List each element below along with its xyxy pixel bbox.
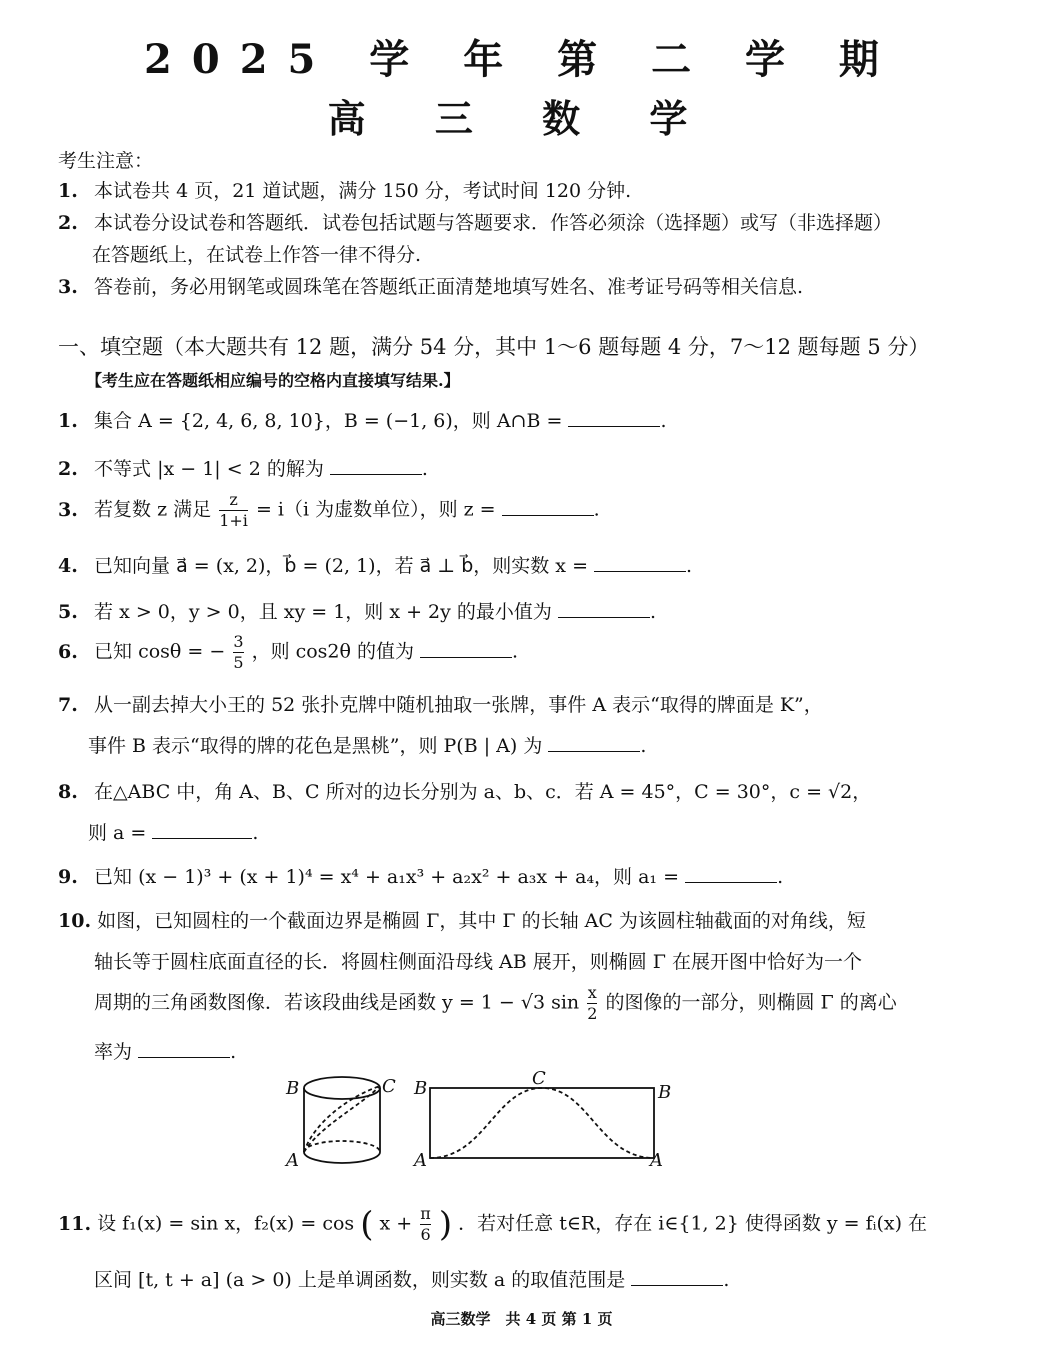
question-text: 的图像的一部分，则椭圆 Γ 的离心 [605, 991, 897, 1014]
fraction [587, 983, 597, 1024]
question-text: 如图，已知圆柱的一个截面边界是椭圆 Γ，其中 Γ 的长轴 AC 为该圆柱轴截面的对角线，短 [97, 910, 866, 932]
fraction-denominator: 2 [587, 1004, 598, 1023]
question-text: 则 a = [88, 822, 147, 844]
question-text: 不等式 |x − 1| < 2 的解为 [94, 458, 324, 480]
question-number: 10. [58, 910, 92, 932]
question-text: 事件 B 表示“取得的牌的花色是黑桃”，则 P(B | A) 为 [88, 735, 543, 757]
question-8-continued: 则 a = . [88, 822, 259, 844]
notice-number: 2. [58, 212, 78, 234]
rect-label-a-right: A [650, 1150, 663, 1171]
notice-item [58, 176, 631, 203]
fraction-denominator: 5 [233, 653, 244, 672]
question-8 [58, 777, 871, 804]
question-text: ．若对任意 t∈R，存在 i∈{1, 2} 使得函数 y = fᵢ(x) 在 [458, 1212, 928, 1235]
cylinder-label-c: C [382, 1076, 396, 1097]
question-10-continued [94, 983, 897, 1024]
question-text: 已知 (x − 1)³ + (x + 1)⁴ = x⁴ + a₁x³ + a₂x² + a₃x + a₄，则 a₁ = [94, 866, 680, 888]
answer-blank[interactable] [138, 1039, 230, 1058]
cylinder-figure [280, 1066, 700, 1178]
question-text: 已知 cosθ = − [94, 640, 226, 663]
question-number: 3. [58, 498, 78, 521]
notice-item [92, 240, 421, 267]
section-title: 一、填空题（本大题共有 12 题，满分 54 分，其中 1～6 题每题 4 分，7～12 题每题 5 分） [58, 335, 930, 359]
question-text: x + [379, 1212, 413, 1235]
cylinder-bottom-front [304, 1152, 380, 1163]
question-1: 1. 集合 A = {2, 4, 6, 8, 10}，B = (−1, 6)，则 A∩B = . [58, 410, 667, 432]
notice-number: 3. [58, 276, 78, 298]
question-number: 5. [58, 601, 78, 623]
fraction-numerator: π [420, 1204, 431, 1223]
question-number: 1. [58, 410, 78, 432]
page-footer: 高三数学 共 4 页 第 1 页 [430, 1310, 613, 1328]
question-text: ，则 cos2θ 的值为 [251, 640, 414, 663]
section-instruction: 【考生应在答题纸相应编号的空格内直接填写结果.】 [86, 371, 460, 390]
cylinder-label-a: A [286, 1150, 299, 1171]
question-6: 6. 已知 cosθ = − $\frac{3}{5}$ ，则 cos2θ 的值为 . [58, 632, 519, 672]
notice-item [58, 208, 892, 235]
cylinder-label-b: B [286, 1078, 300, 1099]
question-text: 集合 A = {2, 4, 6, 8, 10}，B = (−1, 6)，则 A∩B = [94, 410, 563, 432]
answer-blank[interactable] [568, 408, 660, 427]
question-number: 11. [58, 1212, 92, 1235]
rect-label-b-right: B [658, 1082, 672, 1103]
question-11-continued: 区间 [t, t + a] (a > 0) 上是单调函数，则实数 a 的取值范围是 . [94, 1269, 730, 1291]
question-number: 4. [58, 555, 78, 577]
fraction [420, 1204, 431, 1245]
question-10 [58, 906, 866, 933]
notice-heading: 考生注意： [58, 150, 154, 172]
answer-blank[interactable] [631, 1267, 723, 1286]
question-text: = i（i 为虚数单位），则 z = [255, 498, 496, 521]
notice-text: 在答题纸上，在试卷上作答一律不得分. [92, 244, 422, 266]
question-9: 9. 已知 (x − 1)³ + (x + 1)⁴ = x⁴ + a₁x³ + a₂x² + a₃x + a₄，则 a₁ = . [58, 866, 784, 888]
unrolled-diagram [430, 1088, 654, 1158]
answer-blank[interactable] [330, 456, 422, 475]
answer-blank[interactable] [548, 733, 640, 752]
fraction-denominator: 1+i [219, 511, 248, 530]
notice-text: 本试卷分设试卷和答题纸．试卷包括试题与答题要求．作答必须涂（选择题）或写（非选择题） [94, 212, 893, 234]
cylinder-bottom-back [304, 1141, 380, 1152]
question-number: 8. [58, 781, 78, 803]
question-2: 2. 不等式 |x − 1| < 2 的解为 . [58, 458, 428, 480]
question-4: 4. 已知向量 a⃗ = (x, 2)，b⃗ = (2, 1)，若 a⃗ ⊥ b⃗，则实数 x = . [58, 555, 693, 577]
answer-blank[interactable] [594, 553, 686, 572]
question-7-continued: 事件 B 表示“取得的牌的花色是黑桃”，则 P(B | A) 为 . [88, 735, 647, 757]
answer-blank[interactable] [152, 820, 252, 839]
rect-label-c: C [532, 1068, 546, 1089]
cylinder-diagram [304, 1077, 380, 1163]
question-number: 9. [58, 866, 78, 888]
notice-item [58, 272, 803, 299]
question-text: 率为 [94, 1041, 133, 1063]
fraction [219, 490, 248, 531]
fraction-numerator: x [587, 983, 597, 1002]
question-text: 设 f₁(x) = sin x，f₂(x) = cos [97, 1212, 355, 1235]
rect-label-a-left: A [414, 1150, 427, 1171]
question-text: 若复数 z 满足 [94, 498, 212, 521]
exam-subject: 高 三 数 学 [327, 96, 716, 141]
question-10-continued [94, 947, 862, 974]
sine-curve [430, 1088, 654, 1158]
right-paren: ) [438, 1204, 453, 1245]
question-number: 2. [58, 458, 78, 480]
exam-title: 2025 学 年 第 二 学 期 [144, 36, 899, 83]
rect-label-b-left: B [414, 1078, 428, 1099]
answer-blank[interactable] [685, 864, 777, 883]
question-text: 在△ABC 中，角 A、B、C 所对的边长分别为 a、b、c．若 A = 45°，C = 30°，c = √2， [94, 781, 872, 803]
question-text: 从一副去掉大小王的 52 张扑克牌中随机抽取一张牌，事件 A 表示“取得的牌面是 K”， [94, 694, 823, 716]
question-number: 6. [58, 640, 78, 663]
question-10-continued: 率为 . [94, 1041, 237, 1063]
answer-blank[interactable] [502, 497, 594, 516]
question-text: 若 x > 0，y > 0，且 xy = 1，则 x + 2y 的最小值为 [94, 601, 552, 623]
question-text: 已知向量 a⃗ = (x, 2)，b⃗ = (2, 1)，若 a⃗ ⊥ b⃗，则实数 x = [94, 555, 588, 577]
question-7 [58, 690, 823, 717]
fraction [233, 632, 243, 673]
notice-text: 本试卷共 4 页，21 道试题，满分 150 分，考试时间 120 分钟. [94, 180, 632, 202]
answer-blank[interactable] [420, 639, 512, 658]
answer-blank[interactable] [558, 599, 650, 618]
notice-number: 1. [58, 180, 78, 202]
fraction-denominator: 6 [420, 1225, 431, 1244]
question-5: 5. 若 x > 0，y > 0，且 xy = 1，则 x + 2y 的最小值为 . [58, 601, 656, 623]
fraction-numerator: 3 [233, 632, 244, 651]
question-11 [58, 1204, 927, 1245]
fraction-numerator: z [229, 490, 238, 509]
question-text: 轴长等于圆柱底面直径的长．将圆柱侧面沿母线 AB 展开，则椭圆 Γ 在展开图中恰好为一个 [94, 951, 863, 973]
notice-text: 答卷前，务必用钢笔或圆珠笔在答题纸正面清楚地填写姓名、准考证号码等相关信息. [94, 276, 804, 298]
question-text: 周期的三角函数图像．若该段曲线是函数 y = 1 − √3 sin [94, 991, 580, 1014]
question-3: 3. 若复数 z 满足 $\frac{z}{1+i}$ = i（i 为虚数单位），则 z = . [58, 490, 600, 530]
question-text: 区间 [t, t + a] (a > 0) 上是单调函数，则实数 a 的取值范围是 [94, 1269, 626, 1291]
left-paren: ( [360, 1204, 374, 1245]
question-number: 7. [58, 694, 78, 716]
